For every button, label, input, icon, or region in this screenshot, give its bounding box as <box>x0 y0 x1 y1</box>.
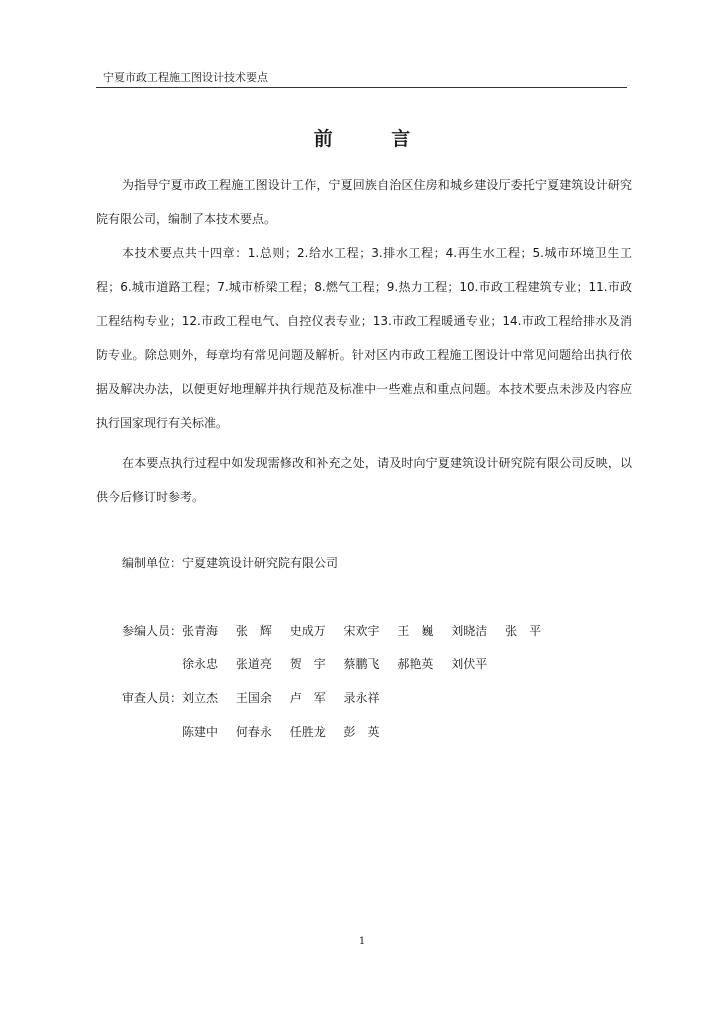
contributor-name: 史成万 <box>289 624 326 638</box>
contributors-label: 参编人员： <box>122 624 183 638</box>
contributor-name: 张 辉 <box>235 624 272 638</box>
page-number: 1 <box>358 936 366 947</box>
contributor-name: 张道亮 <box>235 657 272 671</box>
contributor-name: 徐永忠 <box>182 657 219 671</box>
reviewers-row-1 <box>182 688 394 708</box>
reviewer-name: 卢 军 <box>289 691 326 705</box>
reviewers-label: 审查人员： <box>122 691 183 705</box>
header-rule <box>96 87 627 88</box>
paragraph-feedback: 在本要点执行过程中如发现需修改和补充之处，请及时向宁夏建筑设计研究院有限公司反映，以供今后修订时参考。 <box>96 456 632 504</box>
reviewer-name: 彭 英 <box>343 725 380 739</box>
page-title: 前 言 <box>313 128 437 150</box>
reviewer-name: 任胜龙 <box>289 725 326 739</box>
running-header-title: 宁夏市政工程施工图设计技术要点 <box>103 71 268 84</box>
contributors-row-2 <box>182 654 501 674</box>
paragraph-chapters: 本技术要点共十四章：1.总则；2.给水工程；3.排水工程；4.再生水工程；5.城市环境卫生工程；6.城市道路工程；7.城市桥梁工程；8.燃气工程；9.热力工程；10.市政工程建筑专业；11.市政工程结构专业；12.市政工程电气、自控仪表专业；13.市政工程暖通专业；14.市政工程给排水及消防专业。除总则外，每章均有常见问题及解析。针对区内市政工程施工图设计中常见问题给出执行依据及解决办法，以便更好地理解并执行规范及标准中一些难点和重点问题。本技术要点未涉及内容应执行国家现行有关标准。 <box>96 246 632 430</box>
contributor-name: 宋欢宇 <box>343 624 380 638</box>
paragraph-intro: 为指导宁夏市政工程施工图设计工作，宁夏回族自治区住房和城乡建设厅委托宁夏建筑设计研究院有限公司，编制了本技术要点。 <box>96 178 632 226</box>
reviewer-name: 何春永 <box>235 725 272 739</box>
contributors-row-1 <box>182 621 555 641</box>
contributor-name: 王 巍 <box>397 624 434 638</box>
contributor-name: 刘伏平 <box>451 657 488 671</box>
compiling-unit: 编制单位：宁夏建筑设计研究院有限公司 <box>122 556 339 570</box>
contributor-name: 刘晓洁 <box>451 624 488 638</box>
contributor-name: 贺 宇 <box>289 657 326 671</box>
contributor-name: 张青海 <box>182 624 219 638</box>
contributor-name: 张 平 <box>505 624 542 638</box>
reviewer-name: 陈建中 <box>182 725 219 739</box>
reviewer-name: 刘立杰 <box>182 691 219 705</box>
reviewers-row-2 <box>182 722 394 742</box>
reviewer-name: 录永祥 <box>343 691 380 705</box>
reviewer-name: 王国余 <box>235 691 272 705</box>
contributor-name: 蔡鹏飞 <box>343 657 380 671</box>
contributor-name: 郝艳英 <box>397 657 434 671</box>
